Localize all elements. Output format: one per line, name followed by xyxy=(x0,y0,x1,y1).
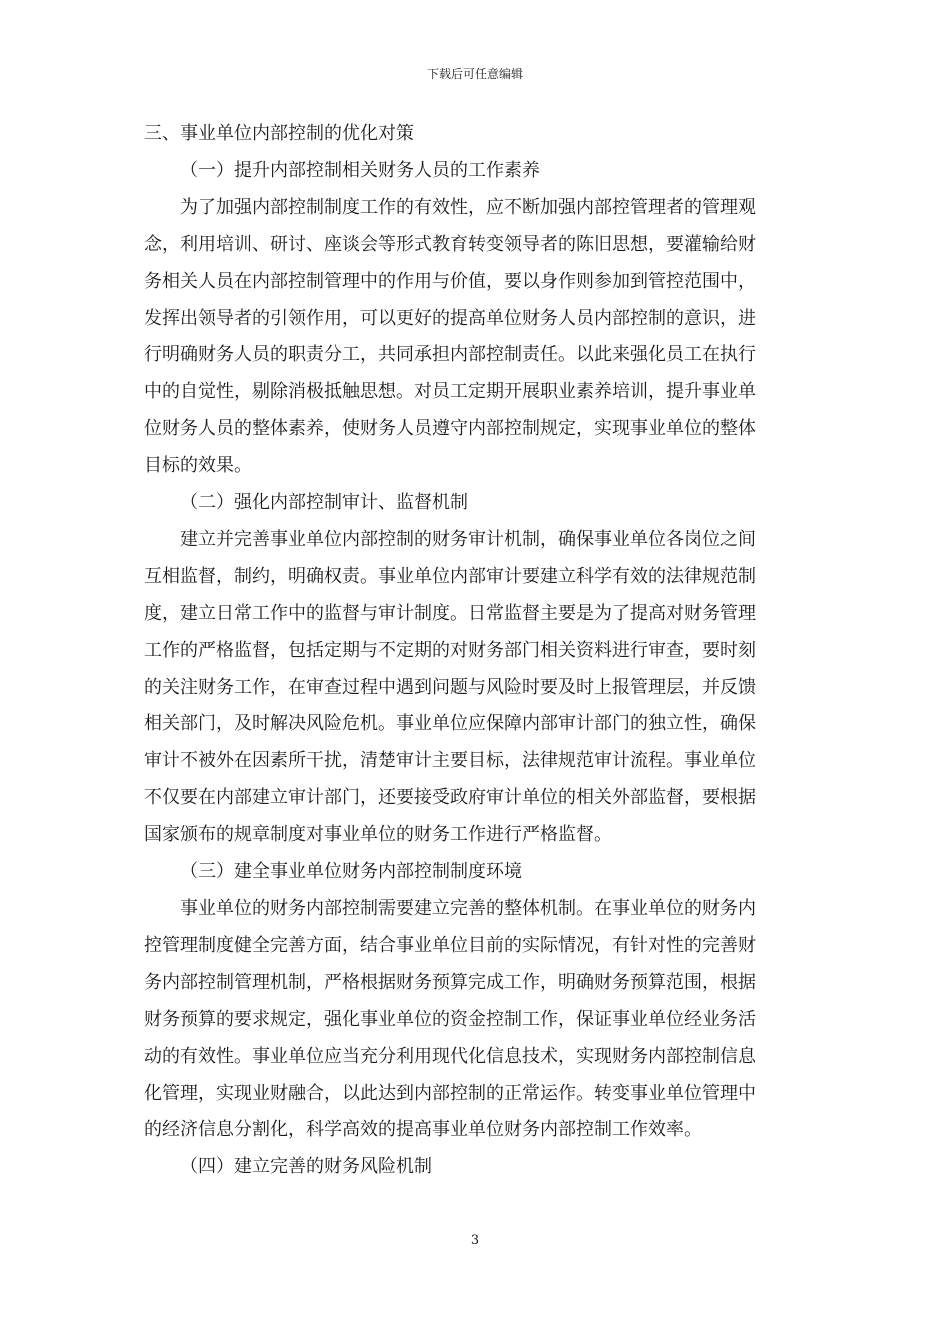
paragraph-line: 事业单位的财务内部控制需要建立完善的整体机制。在事业单位的财务内 xyxy=(180,897,756,919)
paragraph-line: 审计不被外在因素所干扰，清楚审计主要目标，法律规范审计流程。事业单位 xyxy=(144,750,756,772)
subsection-heading-4: （四）建立完善的财务风险机制 xyxy=(180,1156,432,1178)
section-title: 三、事业单位内部控制的优化对策 xyxy=(144,123,414,144)
paragraph-line: 为了加强内部控制制度工作的有效性，应不断加强内部控管理者的管理观 xyxy=(180,196,756,218)
subsection-heading-1: （一）提升内部控制相关财务人员的工作素养 xyxy=(180,159,540,181)
paragraph-line: 建立并完善事业单位内部控制的财务审计机制，确保事业单位各岗位之间 xyxy=(180,528,756,550)
paragraph-line: 念，利用培训、研讨、座谈会等形式教育转变领导者的陈旧思想，要灌输给财 xyxy=(144,233,756,255)
page-header: 下载后可任意编辑 xyxy=(426,67,523,81)
paragraph-line: 发挥出领导者的引领作用，可以更好的提高单位财务人员内部控制的意识，进 xyxy=(144,307,756,329)
paragraph-line: 行明确财务人员的职责分工，共同承担内部控制责任。以此来强化员工在执行 xyxy=(144,344,756,366)
paragraph-2 xyxy=(144,522,809,854)
paragraph-line: 务相关人员在内部控制管理中的作用与价值，要以身作则参加到管控范围中， xyxy=(144,270,756,292)
subsection-heading-2: （二）强化内部控制审计、监督机制 xyxy=(180,492,468,514)
paragraph-line: 目标的效果。 xyxy=(144,455,252,477)
paragraph-line: 动的有效性。事业单位应当充分利用现代化信息技术，实现财务内部控制信息 xyxy=(144,1045,756,1067)
paragraph-line: 的经济信息分割化，科学高效的提高事业单位财务内部控制工作效率。 xyxy=(144,1119,702,1141)
paragraph-line: 的关注财务工作，在审查过程中遇到问题与风险时要及时上报管理层，并反馈 xyxy=(144,676,756,698)
paragraph-line: 中的自觉性，剔除消极抵触思想。对员工定期开展职业素养培训，提升事业单 xyxy=(144,381,756,403)
paragraph-line: 控管理制度健全完善方面，结合事业单位目前的实际情况，有针对性的完善财 xyxy=(144,934,756,956)
paragraph-line: 相关部门，及时解决风险危机。事业单位应保障内部审计部门的独立性，确保 xyxy=(144,713,756,735)
paragraph-line: 位财务人员的整体素养，使财务人员遵守内部控制规定，实现事业单位的整体 xyxy=(144,418,756,440)
document-body xyxy=(144,116,809,1186)
paragraph-line: 度，建立日常工作中的监督与审计制度。日常监督主要是为了提高对财务管理 xyxy=(144,602,756,624)
page-number: 3 xyxy=(470,1233,480,1248)
paragraph-line: 不仅要在内部建立审计部门，还要接受政府审计单位的相关外部监督，要根据 xyxy=(144,787,756,809)
paragraph-line: 财务预算的要求规定，强化事业单位的资金控制工作，保证事业单位经业务活 xyxy=(144,1008,756,1030)
paragraph-1 xyxy=(144,190,809,485)
subsection-heading-3: （三）建全事业单位财务内部控制制度环境 xyxy=(180,861,522,883)
paragraph-line: 务内部控制管理机制，严格根据财务预算完成工作，明确财务预算范围，根据 xyxy=(144,971,756,993)
paragraph-line: 工作的严格监督，包括定期与不定期的对财务部门相关资料进行审查，要时刻 xyxy=(144,639,756,661)
paragraph-line: 互相监督，制约，明确权责。事业单位内部审计要建立科学有效的法律规范制 xyxy=(144,565,756,587)
paragraph-line: 国家颁布的规章制度对事业单位的财务工作进行严格监督。 xyxy=(144,824,612,846)
paragraph-3 xyxy=(144,891,809,1149)
paragraph-line: 化管理，实现业财融合，以此达到内部控制的正常运作。转变事业单位管理中 xyxy=(144,1082,756,1104)
